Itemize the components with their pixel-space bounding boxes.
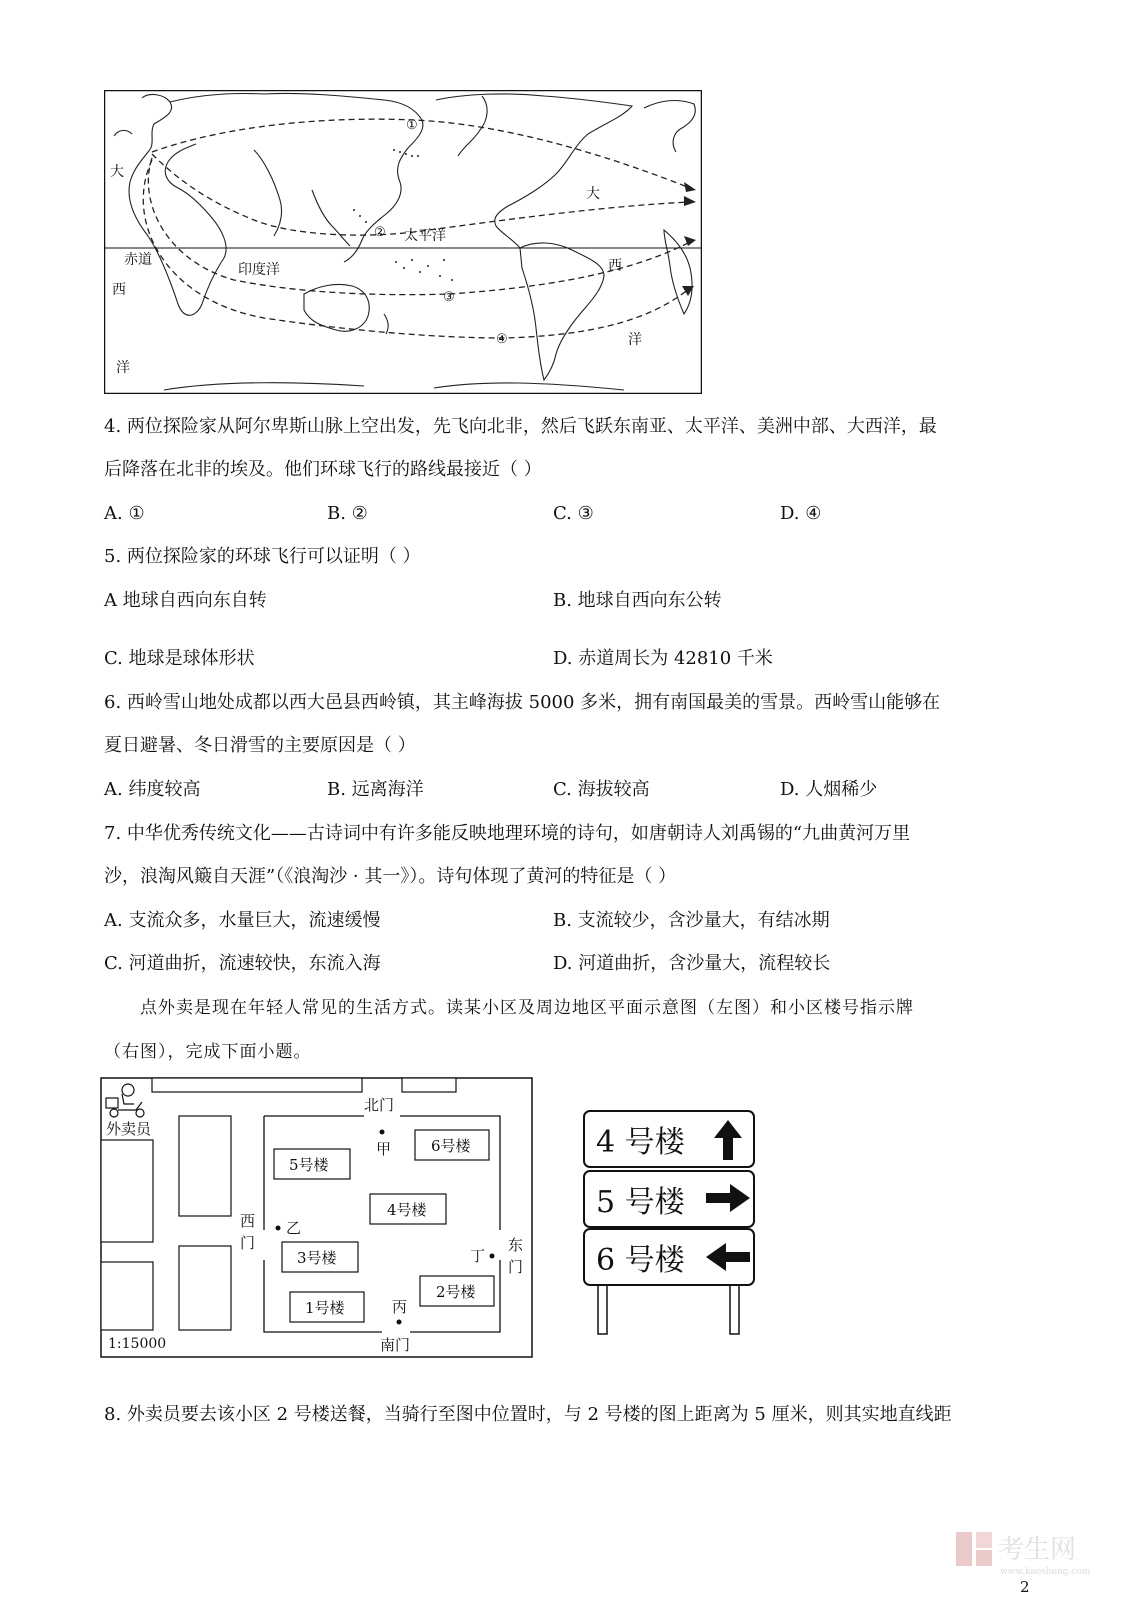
- q8-stem-line1: 8. 外卖员要去该小区 2 号楼送餐，当骑行至图中位置时，与 2 号楼的图上距离为 5 厘米，则其实地直线距: [104, 1404, 952, 1425]
- building-5-label: 5号楼: [289, 1156, 329, 1174]
- label-chidao: 赤道: [124, 252, 152, 268]
- point-jia-label: 甲: [376, 1140, 392, 1158]
- watermark-brand: 考生网: [998, 1535, 1077, 1565]
- material-intro-line2: （右图），完成下面小题。: [104, 1042, 312, 1062]
- q7-option-c[interactable]: C. 河道曲折，流速较快，东流入海: [104, 953, 381, 974]
- point-bing-dot: [397, 1320, 402, 1325]
- label-yinduyang: 印度洋: [238, 262, 280, 278]
- q6-stem-line2: 夏日避暑、冬日滑雪的主要原因是（ ）: [104, 735, 416, 756]
- building-signboard: [580, 1108, 760, 1336]
- q4-option-b[interactable]: B. ②: [327, 503, 368, 524]
- point-yi-dot: [276, 1226, 281, 1231]
- map-scale: 1:15000: [108, 1336, 167, 1352]
- point-yi-label: 乙: [286, 1219, 302, 1237]
- material-intro-line1: 点外卖是现在年轻人常见的生活方式。读某小区及周边地区平面示意图（左图）和小区楼号指示牌: [140, 998, 914, 1018]
- q5-option-c[interactable]: C. 地球是球体形状: [104, 648, 255, 669]
- q7-stem-line2: 沙，浪淘风簸自天涯”（《浪淘沙 · 其一》）。诗句体现了黄河的特征是（ ）: [104, 866, 677, 887]
- point-ding-dot: [490, 1254, 495, 1259]
- q7-option-a[interactable]: A. 支流众多，水量巨大，流速缓慢: [104, 910, 381, 931]
- q4-option-c[interactable]: C. ③: [553, 503, 594, 524]
- page-number: 2: [1020, 1578, 1030, 1596]
- label-yang-left: 洋: [116, 360, 130, 376]
- q4-stem-line1: 4. 两位探险家从阿尔卑斯山脉上空出发，先飞向北非，然后飞跃东南亚、太平洋、美洲中部、大西洋，最: [104, 416, 937, 437]
- q6-option-d[interactable]: D. 人烟稀少: [780, 779, 878, 800]
- community-plan-map: [100, 1076, 534, 1360]
- q7-option-d[interactable]: D. 河道曲折，含沙量大，流程较长: [553, 953, 831, 974]
- courier-label: 外卖员: [106, 1120, 152, 1138]
- south-gate-label: 南门: [380, 1336, 411, 1354]
- q4-option-d[interactable]: D. ④: [780, 503, 822, 524]
- q6-option-b[interactable]: B. 远离海洋: [327, 779, 424, 800]
- north-gate-label: 北门: [364, 1096, 395, 1114]
- q6-stem-line1: 6. 西岭雪山地处成都以西大邑县西岭镇，其主峰海拔 5000 多米，拥有南国最美的雪景。西岭雪山能够在: [104, 692, 941, 713]
- west-gate-label-2: 门: [240, 1234, 256, 1252]
- q4-stem-line2: 后降落在北非的埃及。他们环球飞行的路线最接近（ ）: [104, 459, 542, 480]
- q5-option-d[interactable]: D. 赤道周长为 42810 千米: [553, 648, 773, 669]
- sign-label-4: 4 号楼: [596, 1125, 685, 1160]
- q5-stem: 5. 两位探险家的环球飞行可以证明（ ）: [104, 546, 421, 567]
- building-6-label: 6号楼: [431, 1137, 471, 1155]
- label-da-right: 大: [586, 186, 600, 202]
- q4-option-a[interactable]: A. ①: [104, 503, 145, 524]
- east-gate-label-2: 门: [508, 1258, 524, 1276]
- label-yang-right: 洋: [628, 332, 642, 348]
- east-gate-label-1: 东: [508, 1236, 524, 1254]
- q7-option-b[interactable]: B. 支流较少，含沙量大，有结冰期: [553, 910, 830, 931]
- building-1-label: 1号楼: [305, 1299, 345, 1317]
- building-4-label: 4号楼: [387, 1201, 427, 1219]
- point-bing-label: 丙: [392, 1298, 408, 1316]
- sign-label-6: 6 号楼: [596, 1243, 685, 1278]
- q7-stem-line1: 7. 中华优秀传统文化——古诗词中有许多能反映地理环境的诗句，如唐朝诗人刘禹锡的“九曲黄河万里: [104, 823, 911, 844]
- route-label-4: ④: [496, 332, 508, 347]
- route-label-1: ①: [406, 118, 418, 133]
- q5-option-a[interactable]: A 地球自西向东自转: [104, 590, 267, 611]
- label-xi-left: 西: [112, 282, 126, 298]
- sign-label-5: 5 号楼: [596, 1185, 685, 1220]
- q6-option-c[interactable]: C. 海拔较高: [553, 779, 650, 800]
- watermark-url: www.kaosheng.com: [1000, 1567, 1091, 1577]
- kaosheng-watermark: [954, 1528, 1094, 1578]
- west-gate-label-1: 西: [240, 1212, 256, 1230]
- q5-option-b[interactable]: B. 地球自西向东公转: [553, 590, 722, 611]
- q6-option-a[interactable]: A. 纬度较高: [104, 779, 201, 800]
- label-taipingyang: 太平洋: [404, 228, 446, 244]
- label-xi-right: 西: [608, 258, 622, 274]
- point-jia-dot: [380, 1130, 385, 1135]
- label-da-left: 大: [110, 164, 124, 180]
- building-2-label: 2号楼: [436, 1283, 476, 1301]
- route-label-3: ③: [443, 290, 455, 305]
- world-map-figure: [104, 90, 702, 394]
- point-ding-label: 丁: [470, 1247, 486, 1265]
- route-label-2: ②: [374, 225, 386, 240]
- building-3-label: 3号楼: [297, 1249, 337, 1267]
